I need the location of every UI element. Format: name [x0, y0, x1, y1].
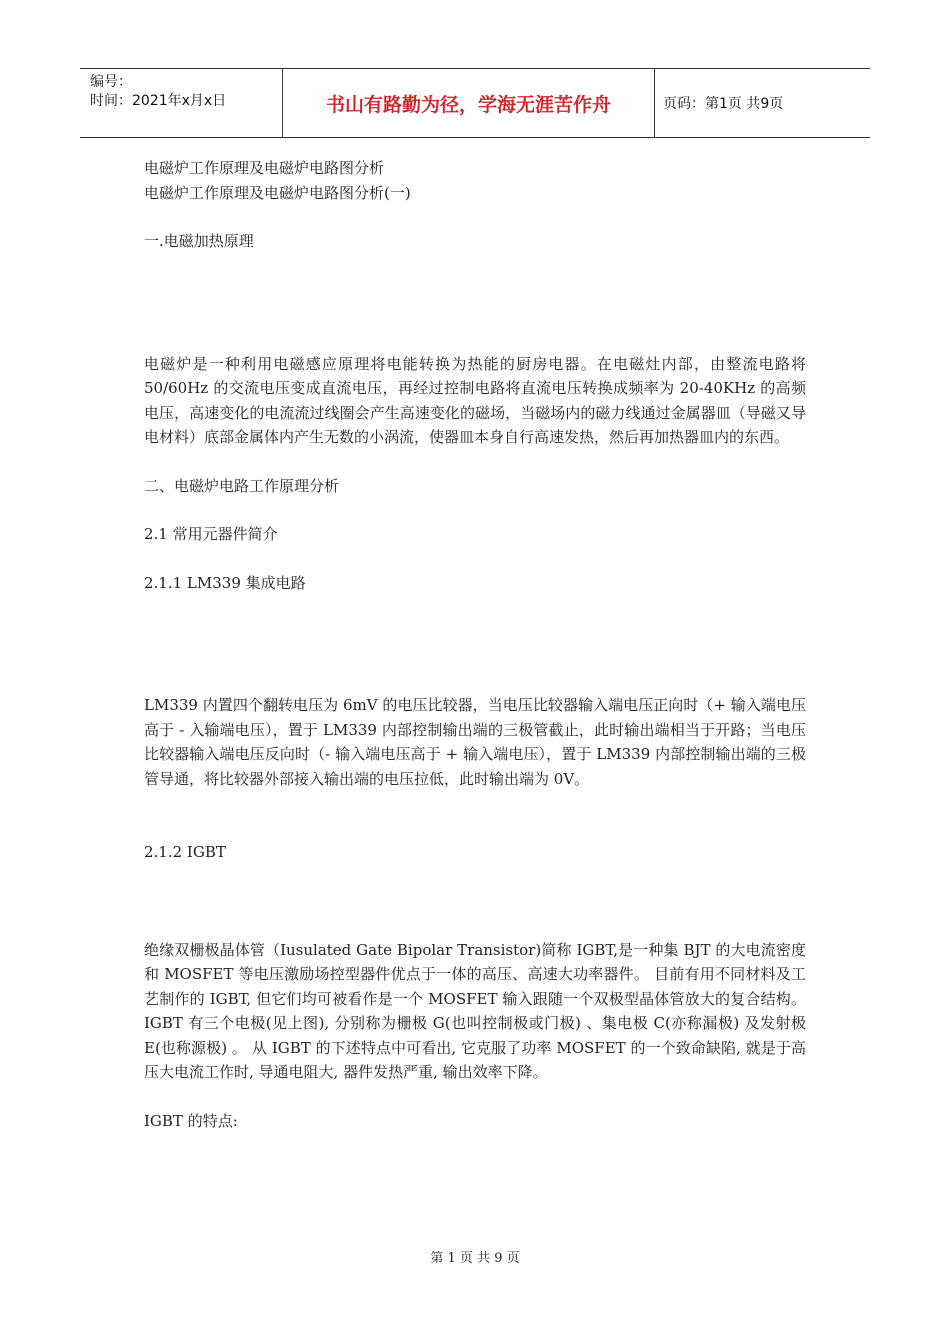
document-number-label: 编号： [90, 74, 132, 90]
section-heading-2: 二、电磁炉电路工作原理分析 [144, 476, 340, 495]
document-body [144, 156, 806, 1133]
section-heading-1: 一.电磁加热原理 [144, 232, 254, 250]
igbt-features-heading: IGBT 的特点: [144, 1111, 238, 1130]
page-footer: 第 1 页 共 9 页 [430, 1251, 520, 1266]
header-table [80, 68, 870, 138]
header-motto: 书山有路勤为径，学海无涯苦作舟 [282, 69, 655, 137]
section-heading-2-1: 2.1 常用元器件简介 [144, 525, 278, 543]
section-heading-2-1-1: 2.1.1 LM339 集成电路 [144, 573, 306, 592]
header-page-info: 页码：第1页 共9页 [663, 96, 784, 112]
header-left-cell [80, 69, 282, 137]
paragraph-lm339: LM339 内置四个翻转电压为 6mV 的电压比较器，当电压比较器输入端电压正向时（+ 输入端电压高于 - 入输端电压），置于 LM339 内部控制输出端的三极管截止，此时输出端相当于开路；当电压比较器输入端电压反向时（- 输入端电压高于 + 输入端电压），置于 LM339 内部控制输出端的三极管导通，将比较器外部接入输出端的电压拉低，此时输出端为 0V。 [144, 696, 806, 788]
paragraph-induction-principle: 电磁炉是一种利用电磁感应原理将电能转换为热能的厨房电器。在电磁灶内部，由整流电路将 50/60Hz 的交流电压变成直流电压，再经过控制电路将直流电压转换成频率为 20-40KHz 的高频电压，高速变化的电流流过线圈会产生高速变化的磁场，当磁场内的磁力线通过金属器皿（导磁又导电材料）底部金属体内产生无数的小涡流，使器皿本身自行高速发热，然后再加热器皿内的东西。 [144, 354, 806, 446]
document-subtitle: 电磁炉工作原理及电磁炉电路图分析(一) [144, 183, 411, 202]
document-title: 电磁炉工作原理及电磁炉电路图分析 [144, 159, 385, 177]
section-heading-2-1-2: 2.1.2 IGBT [144, 843, 226, 861]
paragraph-igbt: 绝缘双栅极晶体管（Iusulated Gate Bipolar Transistor)简称 IGBT,是一种集 BJT 的大电流密度和 MOSFET 等电压激励场控型器件优点于一体的高压、高速大功率器件。 目前有用不同材料及工艺制作的 IGBT, 但它们均可被看作是一个 MOSFET 输入跟随一个双极型晶体管放大的复合结构。 IGBT 有三个电极(见上图), 分别称为栅极 G(也叫控制极或门极) 、集电极 C(亦称漏极) 及发射极 E(也称源极) 。 从 IGBT 的下述特点中可看出, 它克服了功率 MOSFET 的一个致命缺陷, 就是于高压大电流工作时, 导通电阻大, 器件发热严重, 输出效率下降。 [144, 940, 806, 1081]
document-time-label: 时间：2021年x月x日 [90, 93, 227, 109]
